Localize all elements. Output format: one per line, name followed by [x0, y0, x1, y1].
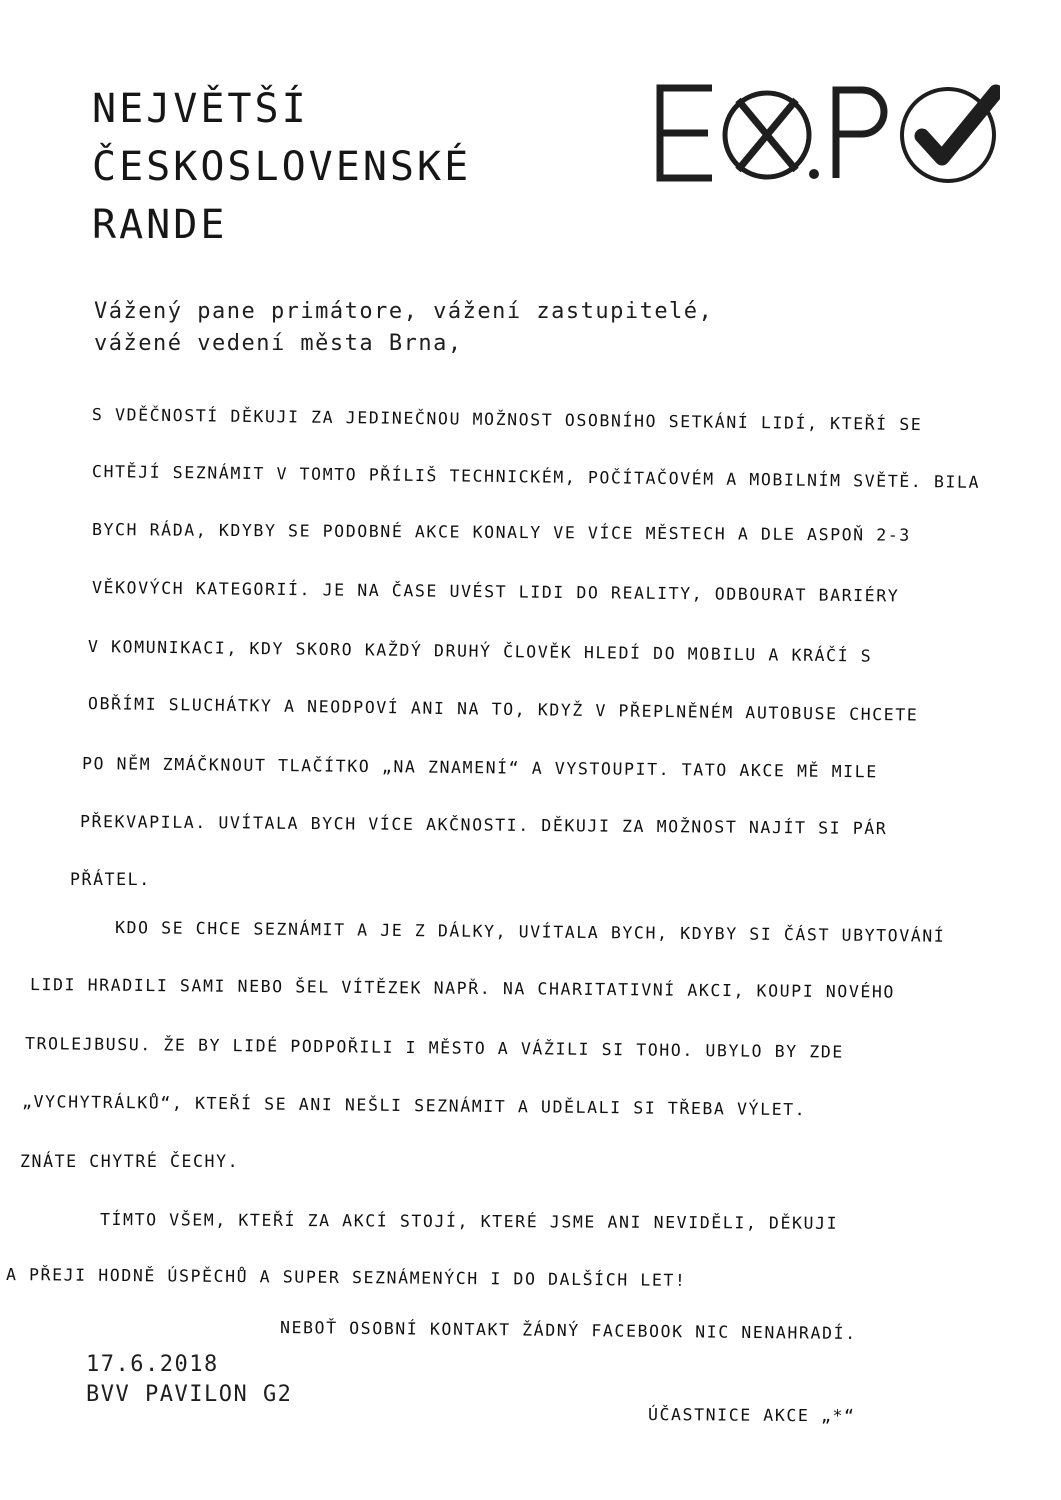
letter-line: A PŘEJI HODNĚ ÚSPĚCHŮ A SUPER SEZNÁMENÝCH I DO DALŠÍCH LET!: [5, 1265, 687, 1290]
event-place: BVV PAVILON G2: [86, 1382, 293, 1407]
letter-line: ZNÁTE CHYTRÉ ČECHY.: [20, 1152, 240, 1171]
title-line-3: RANDE: [92, 202, 228, 248]
letter-line: TÍMTO VŠEM, KTEŘÍ ZA AKCÍ STOJÍ, KTERÉ JSME ANI NEVIDĚLI, DĚKUJI: [99, 1210, 839, 1233]
letter-line: NEBOŤ OSOBNÍ KONTAKT ŽÁDNÝ FACEBOOK NIC NENAHRADÍ.: [279, 1318, 857, 1344]
title-line-2: ČESKOSLOVENSKÉ: [92, 144, 472, 190]
expo-logo: [650, 78, 1000, 188]
letter-line: S VDĚČNOSTÍ DĚKUJI ZA JEDINEČNOU MOŽNOST OSOBNÍHO SETKÁNÍ LIDÍ, KTEŘÍ SE: [91, 405, 923, 435]
letter-line: VĚKOVÝCH KATEGORIÍ. JE NA ČASE UVÉST LIDI DO REALITY, ODBOURAT BARIÉRY: [91, 578, 900, 606]
salutation-line-2: vážené vedení města Brna,: [94, 331, 463, 356]
letter-line: KDO SE CHCE SEZNÁMIT A JE Z DÁLKY, UVÍTALA BYCH, KDYBY SI ČÁST UBYTOVÁNÍ: [114, 918, 946, 946]
title-line-1: NEJVĚTŠÍ: [92, 86, 309, 132]
letter-line: PŘEKVAPILA. UVÍTALA BYCH VÍCE AKČNOSTI. DĚKUJI ZA MOŽNOST NAJÍT SI PÁR: [79, 812, 888, 839]
letter-line: PO NĚM ZMÁČKNOUT TLAČÍTKO „NA ZNAMENÍ“ A VYSTOUPIT. TATO AKCE MĚ MILE: [81, 754, 878, 782]
signature: ÚČASTNICE AKCE „*“: [647, 1405, 856, 1426]
event-info: [86, 1350, 292, 1410]
salutation-line-1: Vážený pane primátore, vážení zastupitelé,: [94, 299, 714, 324]
letter-line: „VYCHYTRÁLKŮ“, KTEŘÍ SE ANI NEŠLI SEZNÁMIT A UDĚLALI SI TŘEBA VÝLET.: [21, 1092, 807, 1120]
letter-line: BYCH RÁDA, KDYBY SE PODOBNÉ AKCE KONALY VE VÍCE MĚSTECH A DLE ASPOŇ 2-3: [91, 520, 911, 545]
salutation: [94, 296, 713, 360]
event-date: 17.6.2018: [86, 1352, 219, 1377]
letter-line: CHTĚJÍ SEZNÁMIT V TOMTO PŘÍLIŠ TECHNICKÉM, POČÍTAČOVÉM A MOBILNÍM SVĚTĚ. BILA: [91, 462, 981, 492]
letter-line: PŘÁTEL.: [70, 870, 151, 889]
letter-line: V KOMUNIKACI, KDY SKORO KAŽDÝ DRUHÝ ČLOVĚK HLEDÍ DO MOBILU A KRÁČÍ S: [87, 637, 873, 666]
letter-line: TROLEJBUSU. ŽE BY LIDÉ PODPOŘILI I MĚSTO A VÁŽILI SI TOHO. UBYLO BY ZDE: [24, 1034, 844, 1062]
letter-line: OBŘÍMI SLUCHÁTKY A NEODPOVÍ ANI NA TO, KDYŽ V PŘEPLNĚNÉM AUTOBUSE CHCETE: [87, 694, 919, 725]
letter-line: LIDI HRADILI SAMI NEBO ŠEL VÍTĚZEK NAPŘ. NA CHARITATIVNÍ AKCI, KOUPI NOVÉHO: [29, 975, 896, 1002]
page-title: [92, 80, 471, 254]
